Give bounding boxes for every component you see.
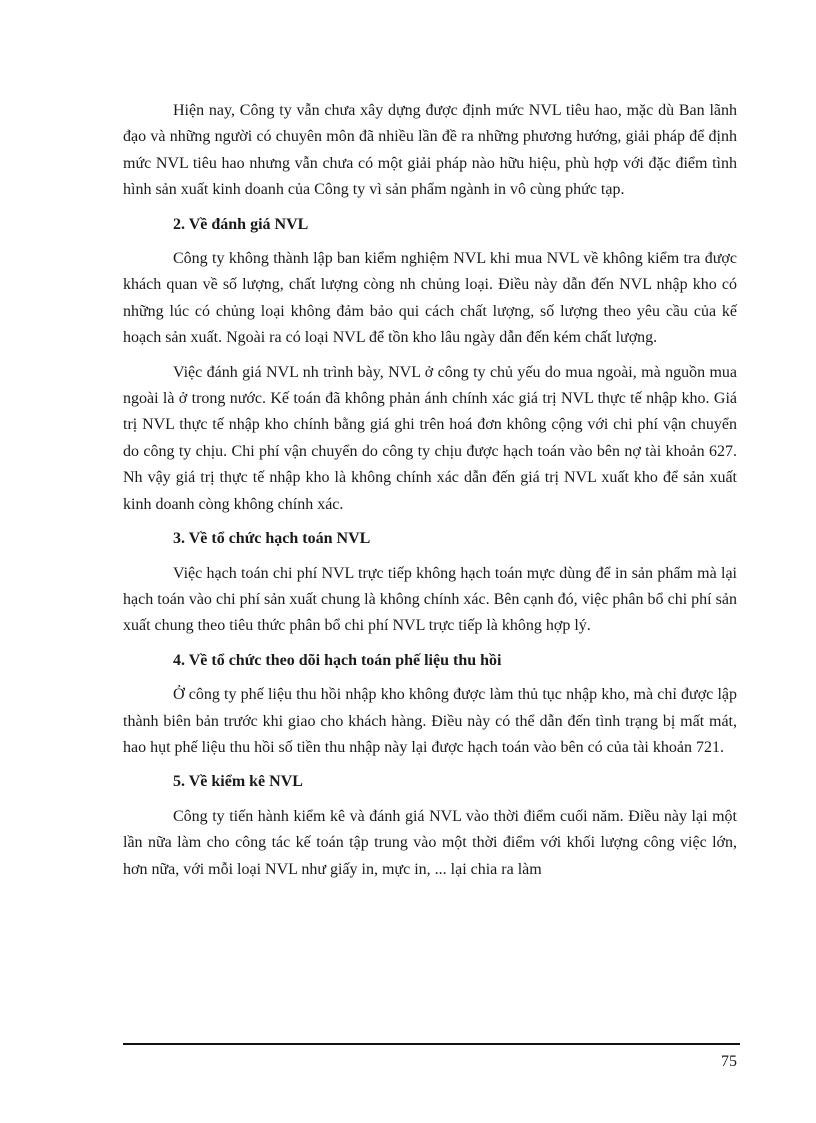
section-heading: 2. Về đánh giá NVL [173,215,309,233]
section-heading: 3. Về tổ chức hạch toán NVL [173,530,371,548]
paragraph: Ở công ty phế liệu thu hồi nhập kho không được làm thủ tục nhập kho, mà chỉ được lập thành biên bản trước khi giao cho khách hàng. Điều này có thể dẫn đến tình trạng bị mất mát, hao hụt phế liệu thu hồi số tiền thu nhập này lại được hạch toán vào bên có của tài khoản 721. [123,686,737,756]
paragraph: Việc đánh giá NVL nh trình bày, NVL ở công ty chủ yếu do mua ngoài, mà nguồn mua ngoài là ở trong nước. Kế toán đã không phản ánh chính xác giá trị NVL thực tế nhập kho. Giá trị NVL thực tế nhập kho chính bằng giá ghi trên hoá đơn không cộng với chi phí vận chuyển do công ty chịu. Chi phí vận chuyển do công ty chịu được hạch toán vào bên nợ tài khoản 627. Nh vậy giá trị thực tế nhập kho là không chính xác dẫn đến giá trị NVL xuất kho để sản xuất kinh doanh còng không chính xác. [123,363,737,513]
page-number: 75 [721,1053,737,1070]
paragraph: Việc hạch toán chi phí NVL trực tiếp không hạch toán mực dùng để in sản phẩm mà lại hạch toán vào chi phí sản xuất chung là không chính xác. Bên cạnh đó, việc phân bổ chi phí sản xuất chung theo tiêu thức phân bổ chi phí NVL trực tiếp là không hợp lý. [123,564,737,635]
paragraph: Hiện nay, Công ty vẫn chưa xây dựng được định mức NVL tiêu hao, mặc dù Ban lãnh đạo và những người có chuyên môn đã nhiều lần đề ra những phương hướng, giải pháp để định mức NVL tiêu hao nhưng vẫn chưa có một giải pháp nào hữu hiệu, phù hợp với đặc điểm tình hình sản xuất kinh doanh của Công ty vì sản phẩm ngành in vô cùng phức tạp. [123,102,737,199]
section-heading: 4. Về tổ chức theo dõi hạch toán phế liệu thu hồi [173,651,502,669]
document-page [123,0,737,883]
paragraph: Công ty không thành lập ban kiểm nghiệm NVL khi mua NVL về không kiểm tra được khách quan về số lượng, chất lượng còng nh chủng loại. Điều này dẫn đến NVL nhập kho có những lúc có chủng loại không đảm bảo qui cách chất lượng, số lượng theo yêu cầu của kế hoạch sản xuất. Ngoài ra có loại NVL để tồn kho lâu ngày dẫn đến kém chất lượng. [123,250,737,347]
footer-rule [123,1043,740,1045]
section-heading: 5. Về kiểm kê NVL [173,773,303,791]
paragraph: Công ty tiến hành kiểm kê và đánh giá NVL vào thời điểm cuối năm. Điều này lại một lần nữa làm cho công tác kế toán tập trung vào một thời điểm với khối lượng công việc lớn, hơn nữa, với mỗi loại NVL như giấy in, mực in, ... lại chia ra làm [123,807,737,878]
